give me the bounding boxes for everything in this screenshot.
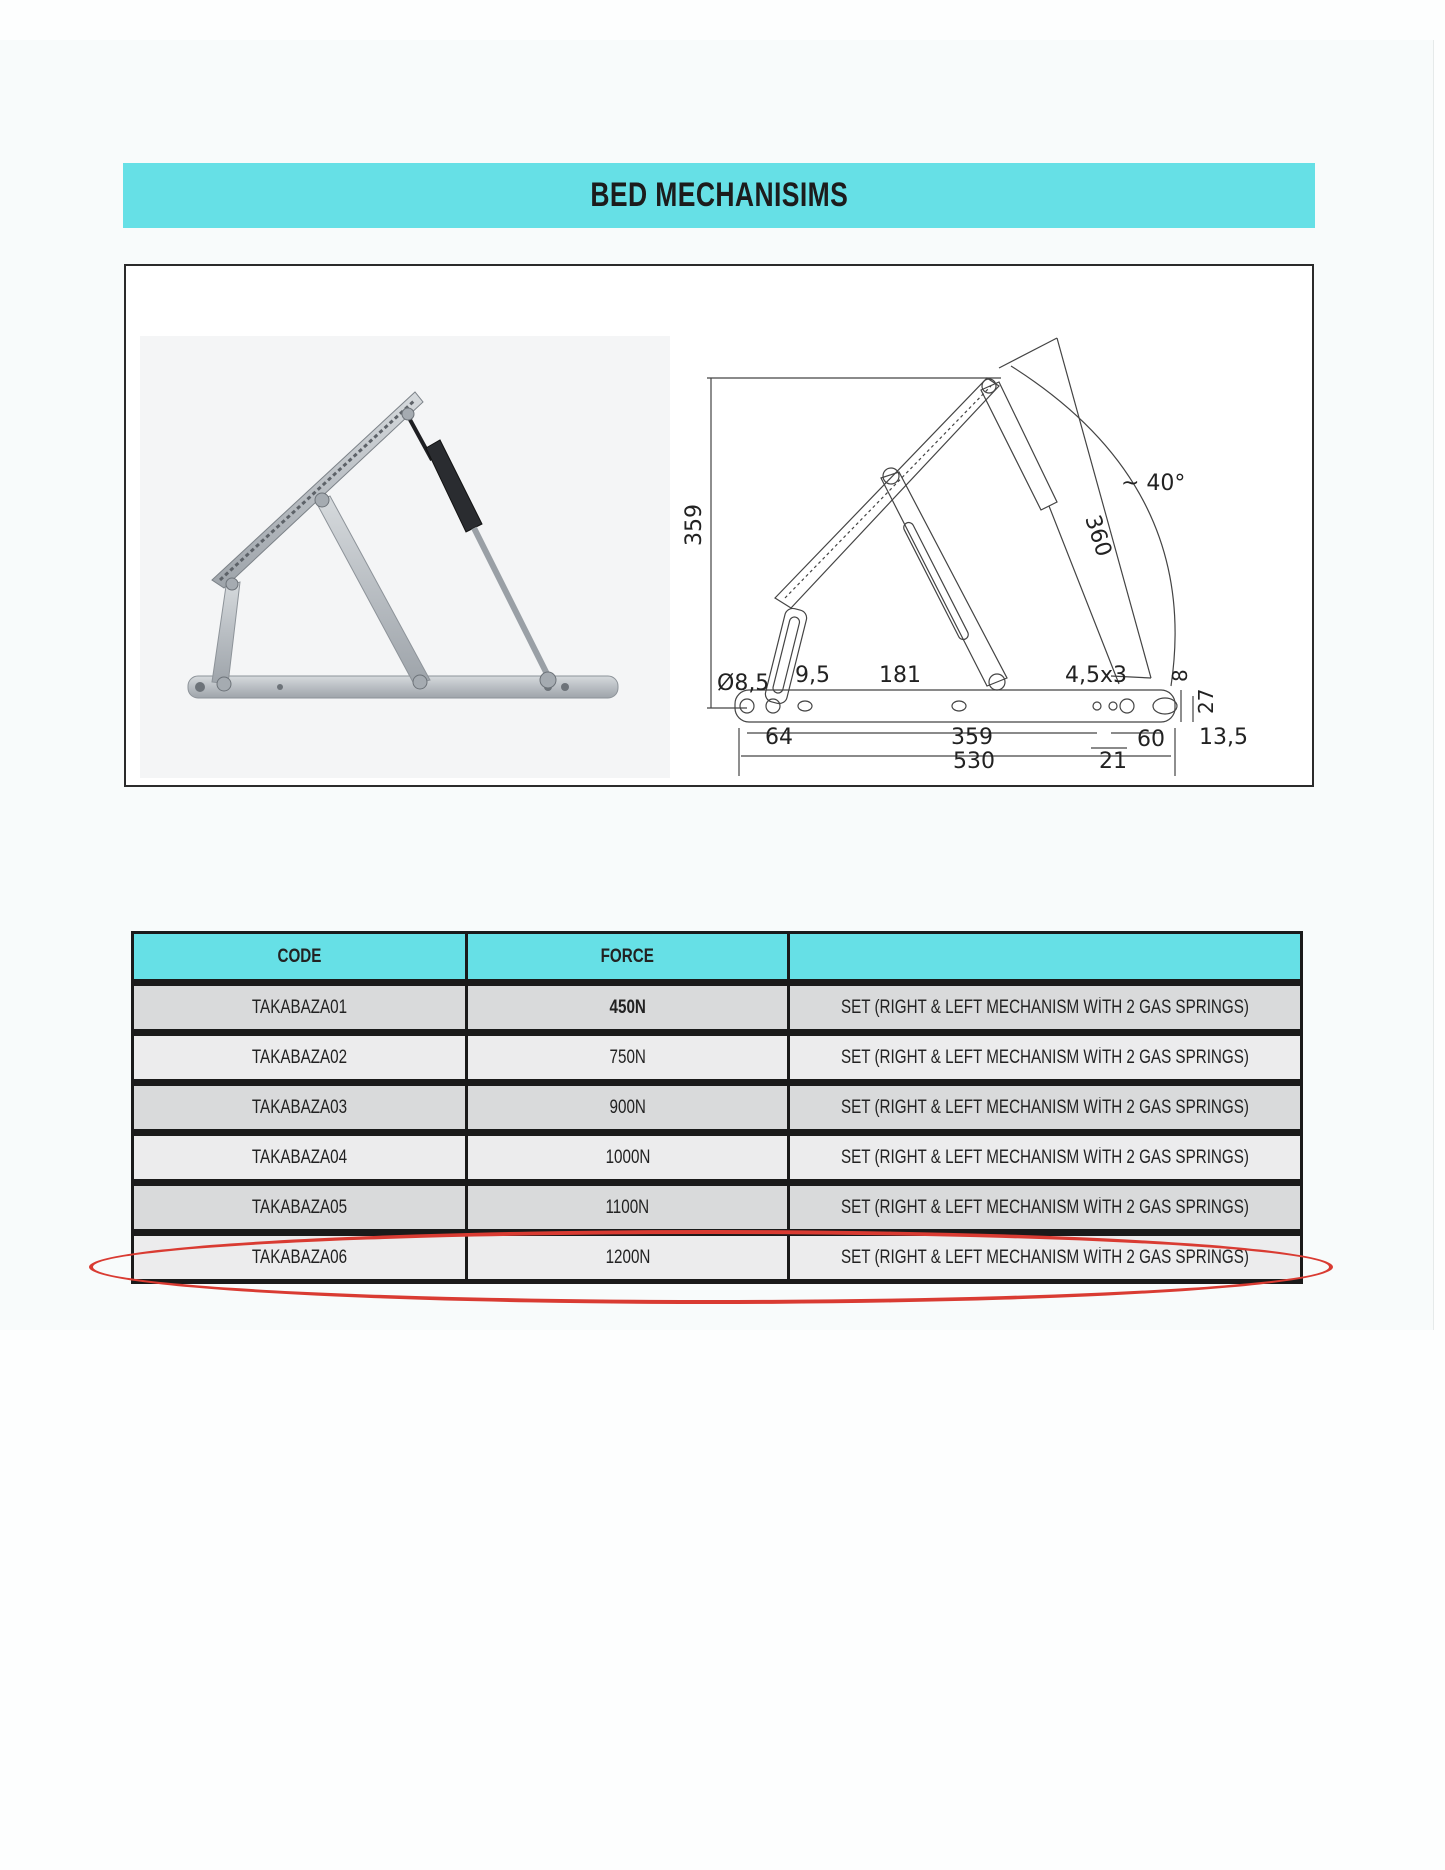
cell-code: TAKABAZA06: [131, 1236, 465, 1279]
product-photo: [140, 336, 670, 778]
dim-holes: 4,5x3: [1065, 663, 1128, 688]
cell-code: TAKABAZA02: [131, 1036, 465, 1086]
cell-description: SET (RIGHT & LEFT MECHANISM WİTH 2 GAS SPRINGS): [787, 1086, 1303, 1136]
title-banner: [123, 163, 1315, 228]
header-code: CODE: [131, 934, 465, 986]
dim-arm-length: 360: [1079, 512, 1117, 560]
cell-force: 1200N: [465, 1236, 787, 1279]
product-figure: [124, 264, 1314, 787]
table-header-row: [131, 934, 1303, 986]
bed-mechanism-photo: [140, 336, 670, 778]
cell-description: SET (RIGHT & LEFT MECHANISM WİTH 2 GAS SPRINGS): [787, 1236, 1303, 1279]
cell-code: TAKABAZA03: [131, 1086, 465, 1136]
dim-hole-diameter: Ø8,5: [717, 671, 770, 696]
cell-code: TAKABAZA01: [131, 986, 465, 1036]
dim-530: 530: [953, 749, 995, 774]
cell-description: SET (RIGHT & LEFT MECHANISM WİTH 2 GAS SPRINGS): [787, 986, 1303, 1036]
table-row: [131, 1036, 1303, 1086]
table-row: [131, 1186, 1303, 1236]
dim-60: 60: [1137, 727, 1165, 752]
dim-slot-width: 9,5: [795, 663, 830, 688]
dim-13-5: 13,5: [1199, 725, 1248, 750]
header-force: FORCE: [465, 934, 787, 986]
cell-description: SET (RIGHT & LEFT MECHANISM WİTH 2 GAS SPRINGS): [787, 1036, 1303, 1086]
cell-description: SET (RIGHT & LEFT MECHANISM WİTH 2 GAS SPRINGS): [787, 1186, 1303, 1236]
cell-force: 450N: [465, 986, 787, 1036]
dim-359-bottom: 359: [951, 725, 993, 750]
dim-181: 181: [879, 663, 921, 688]
technical-drawing: [681, 286, 1301, 776]
cell-force: 750N: [465, 1036, 787, 1086]
cell-code: TAKABAZA05: [131, 1186, 465, 1236]
page-title: BED MECHANISIMS: [590, 176, 848, 214]
dim-angle: ~ 40°: [1121, 471, 1186, 496]
table-row: [131, 1086, 1303, 1136]
spec-table: [131, 931, 1303, 1284]
dim-8: 8: [1168, 669, 1192, 682]
cell-description: SET (RIGHT & LEFT MECHANISM WİTH 2 GAS SPRINGS): [787, 1136, 1303, 1186]
cell-force: 1000N: [465, 1136, 787, 1186]
cell-code: TAKABAZA04: [131, 1136, 465, 1186]
table-row-highlighted: [131, 1236, 1303, 1279]
cell-force: 900N: [465, 1086, 787, 1136]
dim-27: 27: [1194, 688, 1218, 714]
dim-21: 21: [1099, 749, 1127, 774]
cell-force: 1100N: [465, 1186, 787, 1236]
table-row: [131, 986, 1303, 1036]
table-row: [131, 1136, 1303, 1186]
dimension-drawing: [681, 286, 1301, 776]
header-description: [787, 934, 1303, 986]
dim-height: 359: [682, 504, 707, 546]
dim-64: 64: [765, 725, 793, 750]
